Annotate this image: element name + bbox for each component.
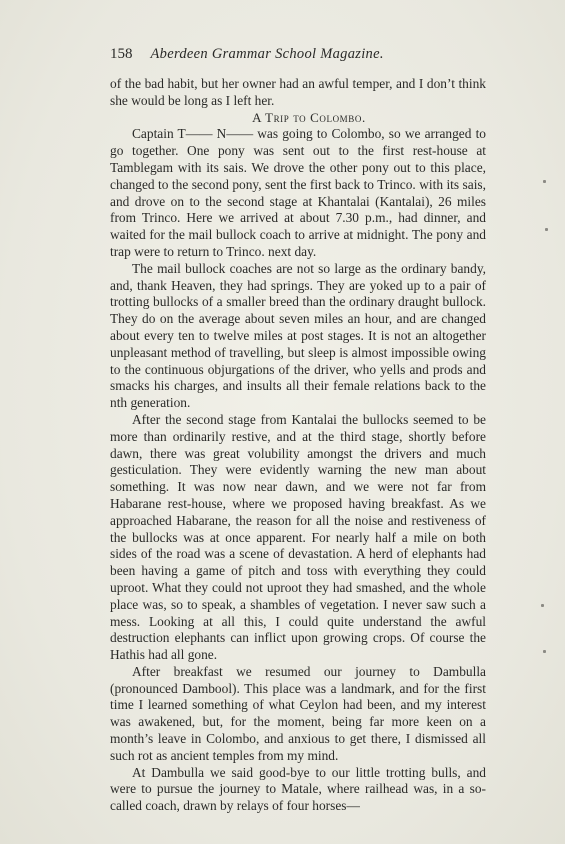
paragraph-5: At Dambulla we said good-bye to our little trotting bulls, and were to pursue the journey to Matale, where railhead was, in a so-called coach, drawn by relays of four horses—: [110, 764, 486, 814]
paragraph-4: After breakfast we resumed our journey to Dambulla (pronounced Dambool). This place was a landmark, and for the first time I learned something of what Ceylon had been, and my interest was awakened, but, for the moment, being far more keen on a month’s leave in Colombo, and anxious to get there, I dismissed all such rot as ancient temples from my mind.: [110, 663, 486, 763]
paragraph-3: After the second stage from Kantalai the bullocks seemed to be more than ordinarily restive, and at the third stage, shortly before dawn, there was great volubility amongst the drivers and much gesticulation. They were evidently warning the new man about something. It was now near dawn, and we were not far from Habarane rest-house, where we proposed having breakfast. As we approached Habarane, the reason for all the noise and restiveness of the bullocks was at once apparent. For nearly half a mile on both sides of the road was a scene of devastation. A herd of elephants had been having a game of pitch and toss with everything they could uproot. What they could not uproot they had smashed, and the whole place was, so to speak, a shambles of vegetation. I never saw such a mess. Looking at all this, I could quite understand the awful destruction elephants can inflict upon growing crops. Of course the Hathis had all gone.: [110, 411, 486, 663]
paragraph-1: Captain T—— N—— was going to Colombo, so we arranged to go together. One pony was sent out to the first rest-house at Tamblegam with its sais. We drove the other pony out to this place, changed to the second pony, sent the first back to Trinco. with its sais, and drove on to the second stage at Khantalai (Kantalai), 26 miles from Trinco. Here we arrived at about 7.30 p.m., had dinner, and waited for the mail bullock coach to arrive at midnight. The pony and trap were to return to Trinco. next day.: [110, 126, 486, 259]
paper-speck: [543, 650, 546, 653]
page-header: [110, 46, 487, 63]
lead-in-paragraph: of the bad habit, but her owner had an awful temper, and I don’t think she would be long as I left her.: [110, 76, 486, 108]
article-body: [110, 76, 486, 815]
running-title: Aberdeen Grammar School Magazine.: [150, 46, 384, 62]
page-number: 158: [110, 46, 133, 62]
paper-speck: [541, 604, 544, 607]
paper-speck: [545, 228, 548, 231]
article-title: A Trip to Colombo.: [252, 109, 366, 125]
paragraph-2: The mail bullock coaches are not so large as the ordinary bandy, and, thank Heaven, they had springs. They are yoked up to a pair of trotting bullocks of a smaller breed than the ordinary draught bullock. They do on the average about seven miles an hour, and are changed about every ten to twelve miles at post stages. It is not an altogether unpleasant method of travelling, but sleep is almost impossible owing to the continuous objurgations of the driver, who yells and prods and smacks his charges, and insults all their female relations back to the nth generation.: [110, 260, 486, 411]
paper-speck: [543, 180, 546, 183]
